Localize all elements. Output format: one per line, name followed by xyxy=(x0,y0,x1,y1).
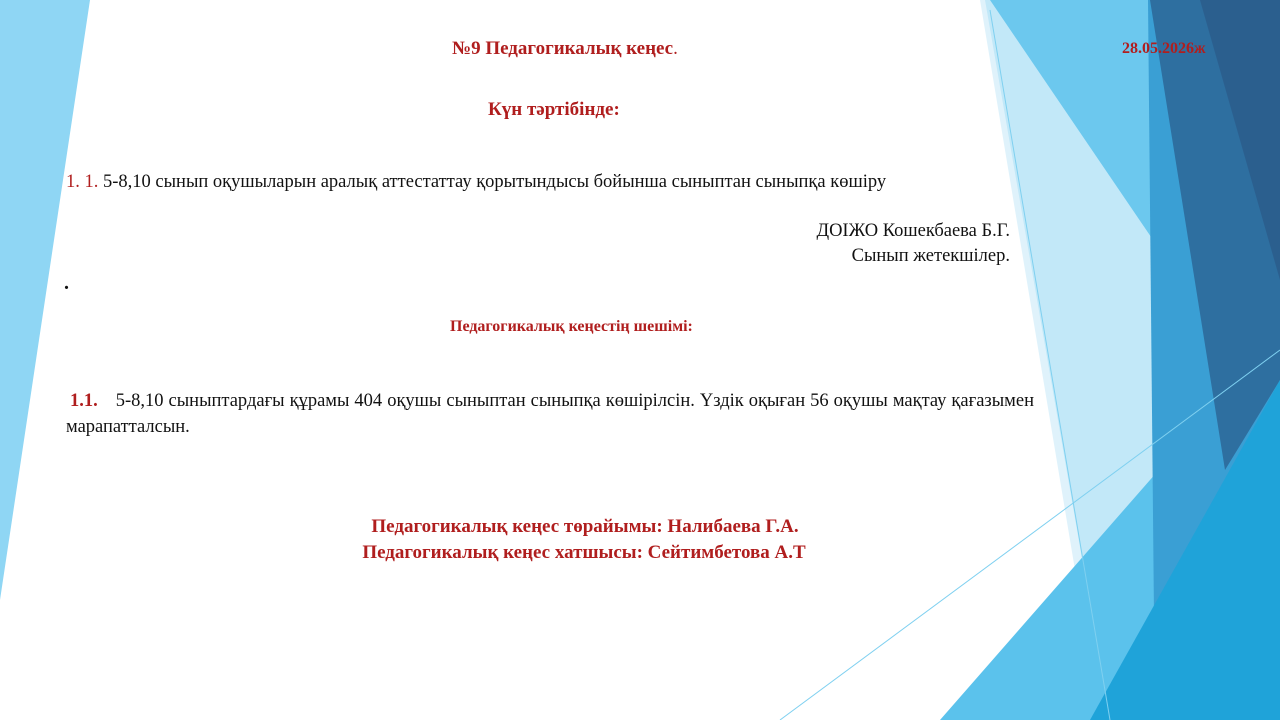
left-wedge-shape xyxy=(0,0,90,600)
title-dot: . xyxy=(673,38,678,59)
title-number: №9 Педагогикалық кеңес xyxy=(452,38,674,59)
responsible-person: ДОІЖО Кошекбаева Б.Г. xyxy=(816,221,1010,241)
responsible-group: Сынып жетекшілер. xyxy=(851,246,1010,266)
chair-signature: Педагогикалық кеңес төрайымы: Налибаева Г.А. xyxy=(371,516,799,537)
agenda-item-number: 1. 1. xyxy=(66,172,99,192)
decision-item-text: 5-8,10 сыныптардағы құрамы 404 оқушы сыныптан сыныпқа көшірілсін. Үздік оқыған 56 оқушы мақтау қағазымен марапатталсын. xyxy=(66,391,1034,437)
decision-item-number: 1.1. xyxy=(70,391,98,411)
secretary-signature: Педагогикалық кеңес хатшысы: Сейтимбетова А.Т xyxy=(362,542,806,563)
agenda-item-text: 5-8,10 сынып оқушыларын аралық аттестаттау қорытындысы бойынша сыныптан сыныпқа көшіру xyxy=(103,172,887,192)
date-label: 28.05.2026ж xyxy=(1122,40,1206,57)
agenda-item xyxy=(66,170,966,194)
decision-item xyxy=(66,388,1034,440)
agenda-heading: Күн тәртібінде: xyxy=(488,99,620,120)
title-line xyxy=(452,38,678,60)
stray-mark: . xyxy=(64,272,69,294)
decision-heading: Педагогикалық кеңестің шешімі: xyxy=(450,318,693,335)
